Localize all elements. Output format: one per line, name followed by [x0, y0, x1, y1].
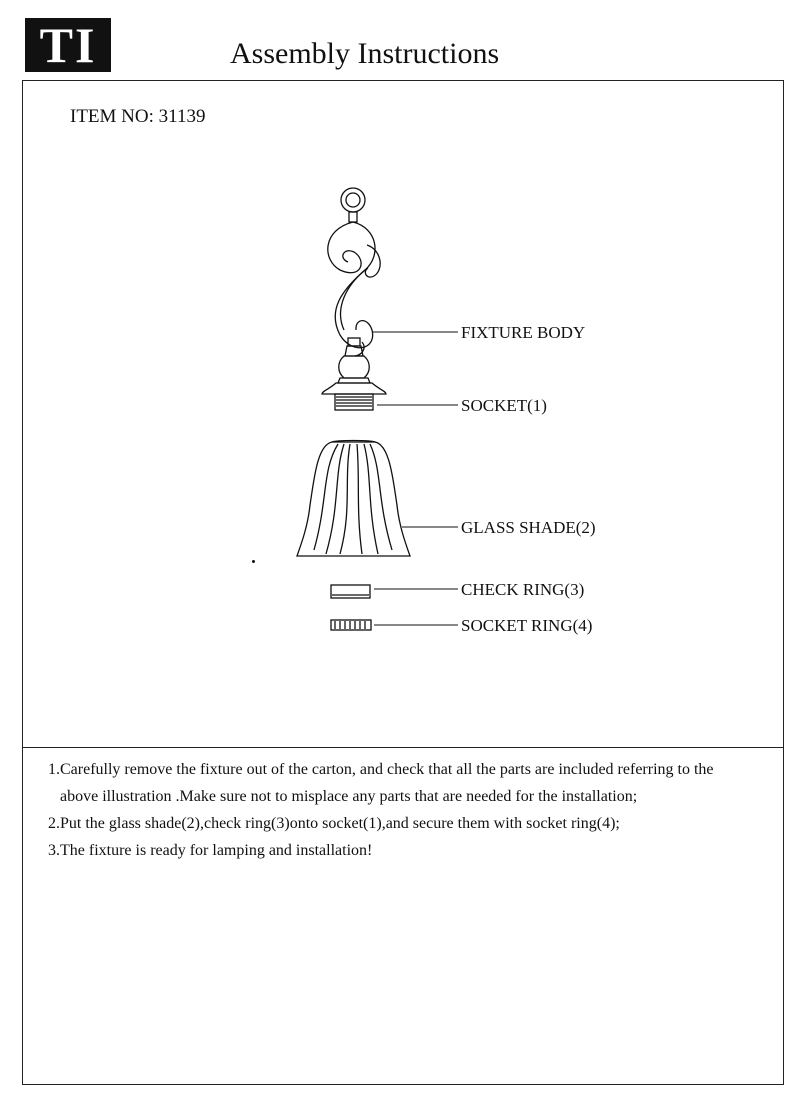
parts-diagram	[22, 80, 784, 740]
step-1-line-1: 1.Carefully remove the fixture out of the carton, and check that all the parts are included referring to the	[48, 761, 714, 778]
instruction-steps	[48, 756, 778, 864]
socket-illustration	[335, 394, 373, 410]
hanging-loop-illustration	[341, 188, 365, 222]
leader-lines	[373, 332, 458, 625]
label-socket-ring: SOCKET RING(4)	[461, 616, 593, 635]
label-check-ring: CHECK RING(3)	[461, 580, 585, 599]
step-1-line-2: above illustration .Make sure not to misplace any parts that are needed for the installation;	[60, 788, 638, 805]
step-2-text: 2.Put the glass shade(2),check ring(3)onto socket(1),and secure them with socket ring(4);	[48, 815, 620, 832]
label-fixture-body: FIXTURE BODY	[461, 323, 586, 342]
label-socket: SOCKET(1)	[461, 396, 547, 415]
check-ring-illustration	[331, 585, 370, 598]
ti-logo: TI	[25, 18, 111, 72]
step-3-text: 3.The fixture is ready for lamping and installation!	[48, 842, 373, 859]
glass-shade-illustration	[297, 441, 410, 557]
label-glass-shade: GLASS SHADE(2)	[461, 518, 596, 537]
step-3	[48, 837, 778, 864]
step-1	[48, 756, 778, 810]
item-number: ITEM NO: 31139	[70, 106, 206, 127]
section-divider	[22, 747, 784, 748]
page-title: Assembly Instructions	[230, 37, 500, 70]
step-2	[48, 810, 778, 837]
socket-ring-illustration	[331, 620, 371, 630]
scan-speck	[252, 560, 255, 563]
fixture-body-illustration	[322, 222, 386, 394]
